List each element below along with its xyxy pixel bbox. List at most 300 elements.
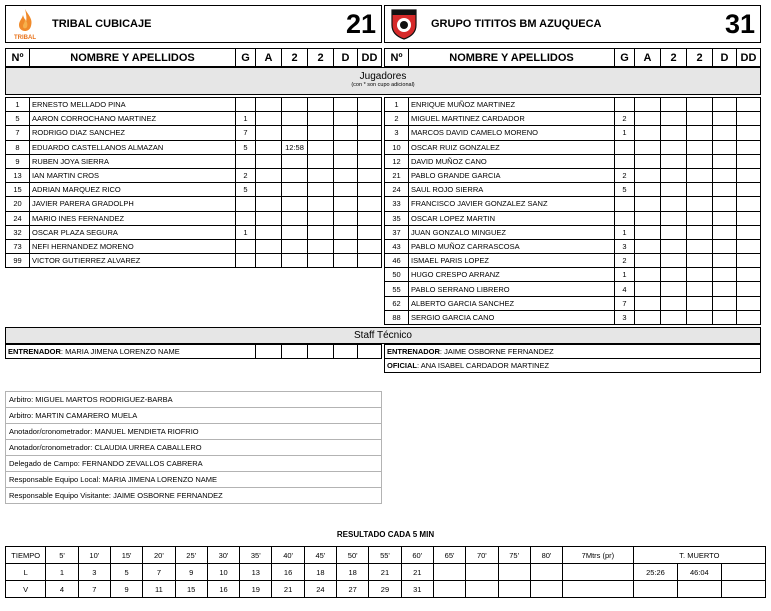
- home-players-table: [5, 97, 382, 268]
- player-row: [385, 225, 761, 239]
- player-stat-a: [256, 254, 282, 268]
- player-stat-a: [635, 154, 661, 168]
- player-row: [6, 140, 382, 154]
- time-header: 80': [530, 547, 562, 564]
- player-stat-a: [256, 197, 282, 211]
- player-stat-m2: [687, 239, 713, 253]
- score-cell: 13: [240, 564, 272, 581]
- sevenm-header: 7Mtrs (pr): [563, 547, 634, 564]
- player-stat-dd: [737, 98, 761, 112]
- player-stat-dd: [737, 112, 761, 126]
- player-stat-g: 1: [615, 225, 635, 239]
- away-team-header: [384, 5, 761, 43]
- player-row: [385, 183, 761, 197]
- player-stat-a: [635, 310, 661, 324]
- player-stat-dd: [737, 140, 761, 154]
- player-stat-m2: [687, 183, 713, 197]
- staff-member: OFICIAL: ANA ISABEL CARDADOR MARTINEZ: [385, 359, 761, 373]
- player-stat-g: 3: [615, 310, 635, 324]
- player-stat-m2: [308, 126, 334, 140]
- player-stat-m2: [687, 126, 713, 140]
- time-header: 25': [175, 547, 207, 564]
- player-name: SERGIO GARCIA CANO: [409, 310, 615, 324]
- official-entry: Arbitro: MIGUEL MARTOS RODRIGUEZ-BARBA: [6, 392, 382, 408]
- score-cell: 27: [337, 581, 369, 598]
- player-stat-a: [256, 98, 282, 112]
- player-stat-m1: [282, 183, 308, 197]
- player-stat-m2: [687, 225, 713, 239]
- player-stat-a: [256, 168, 282, 182]
- staff-empty-cell: [282, 345, 308, 359]
- timeout-cell: 46:04: [678, 564, 721, 581]
- player-stat-a: [635, 239, 661, 253]
- player-stat-g: 4: [615, 282, 635, 296]
- player-stat-a: [256, 126, 282, 140]
- time-header: 40': [272, 547, 304, 564]
- player-stat-g: 1: [615, 126, 635, 140]
- column-header: G: [236, 49, 256, 67]
- results-row-label: L: [6, 564, 46, 581]
- official-row: [6, 424, 382, 440]
- player-stat-m1: [282, 112, 308, 126]
- player-stat-g: [236, 98, 256, 112]
- staff-row: [385, 345, 761, 359]
- player-name: OSCAR PLAZA SEGURA: [30, 225, 236, 239]
- player-name: PABLO MUÑOZ CARRASCOSA: [409, 239, 615, 253]
- sevenm-cell: [563, 564, 634, 581]
- time-header: 75': [498, 547, 530, 564]
- player-stat-dd: [737, 211, 761, 225]
- sevenm-cell: [563, 581, 634, 598]
- staff-member: ENTRENADOR: JAIME OSBORNE FERNANDEZ: [385, 345, 761, 359]
- player-stat-g: 2: [236, 168, 256, 182]
- staff-empty-cell: [334, 345, 358, 359]
- staff-role: ENTRENADOR: [8, 347, 61, 356]
- player-name: JAVIER PARERA GRADOLPH: [30, 197, 236, 211]
- player-number: 15: [6, 183, 30, 197]
- logo-text: TRIBAL: [14, 35, 36, 41]
- player-stat-d: [713, 310, 737, 324]
- timeout-cell: [721, 564, 765, 581]
- player-stat-a: [635, 197, 661, 211]
- player-row: [385, 211, 761, 225]
- player-stat-a: [635, 282, 661, 296]
- staff-empty-cell: [358, 345, 382, 359]
- player-name: DAVID MUÑOZ CANO: [409, 154, 615, 168]
- time-header: 55': [369, 547, 401, 564]
- player-stat-d: [334, 140, 358, 154]
- player-stat-m1: [661, 197, 687, 211]
- score-cell: 7: [78, 581, 110, 598]
- away-team-name: GRUPO TITITOS BM AZUQUECA: [431, 18, 602, 30]
- player-stat-m1: [661, 282, 687, 296]
- player-stat-g: 3: [615, 239, 635, 253]
- score-cell: [433, 581, 465, 598]
- player-name: RUBEN JOYA SIERRA: [30, 154, 236, 168]
- results-row: [6, 581, 766, 598]
- home-column-headers: [5, 48, 382, 67]
- player-stat-d: [334, 211, 358, 225]
- player-name: ALBERTO GARCIA SANCHEZ: [409, 296, 615, 310]
- player-stat-dd: [737, 268, 761, 282]
- player-row: [385, 282, 761, 296]
- player-stat-d: [334, 98, 358, 112]
- player-name: EDUARDO CASTELLANOS ALMAZAN: [30, 140, 236, 154]
- score-cell: 1: [46, 564, 78, 581]
- player-stat-d: [334, 126, 358, 140]
- column-header: 2: [687, 49, 713, 67]
- player-stat-m1: [282, 197, 308, 211]
- score-cell: 29: [369, 581, 401, 598]
- player-stat-dd: [737, 168, 761, 182]
- time-header: 5': [46, 547, 78, 564]
- player-stat-d: [713, 112, 737, 126]
- home-team-header: [5, 5, 382, 43]
- time-header: 70': [466, 547, 498, 564]
- player-stat-m2: [687, 211, 713, 225]
- player-number: 24: [6, 211, 30, 225]
- player-row: [6, 168, 382, 182]
- player-stat-d: [713, 211, 737, 225]
- player-stat-d: [713, 239, 737, 253]
- player-stat-dd: [737, 282, 761, 296]
- player-stat-d: [713, 268, 737, 282]
- player-stat-m1: [282, 254, 308, 268]
- score-cell: 31: [401, 581, 433, 598]
- player-stat-g: 2: [615, 254, 635, 268]
- score-cell: 16: [272, 564, 304, 581]
- player-row: [385, 197, 761, 211]
- staff-section-header: [5, 327, 761, 344]
- player-row: [6, 211, 382, 225]
- player-stat-m2: [308, 154, 334, 168]
- player-stat-g: 1: [236, 112, 256, 126]
- player-number: 3: [385, 126, 409, 140]
- player-stat-dd: [737, 154, 761, 168]
- player-number: 33: [385, 197, 409, 211]
- player-stat-d: [713, 126, 737, 140]
- player-row: [6, 183, 382, 197]
- away-staff-table: [384, 344, 761, 373]
- player-stat-m1: [282, 225, 308, 239]
- player-number: 50: [385, 268, 409, 282]
- player-stat-m2: [308, 254, 334, 268]
- player-stat-d: [713, 197, 737, 211]
- column-header: 2: [282, 49, 308, 67]
- player-number: 43: [385, 239, 409, 253]
- player-stat-m1: [661, 154, 687, 168]
- official-entry: Delegado de Campo: FERNANDO ZEVALLOS CABRERA: [6, 456, 382, 472]
- player-row: [6, 126, 382, 140]
- player-row: [385, 310, 761, 324]
- staff-role: OFICIAL: [387, 361, 417, 370]
- player-name: ADRIAN MARQUEZ RICO: [30, 183, 236, 197]
- player-number: 73: [6, 239, 30, 253]
- player-stat-m1: [282, 239, 308, 253]
- timeout-header: T. MUERTO: [633, 547, 765, 564]
- player-stat-m2: [308, 112, 334, 126]
- home-team-logo: [6, 6, 44, 42]
- time-header: 10': [78, 547, 110, 564]
- column-header: 2: [308, 49, 334, 67]
- player-row: [385, 296, 761, 310]
- player-stat-dd: [358, 239, 382, 253]
- score-cell: [498, 564, 530, 581]
- player-stat-d: [713, 168, 737, 182]
- player-row: [6, 239, 382, 253]
- player-number: 13: [6, 168, 30, 182]
- player-row: [385, 98, 761, 112]
- timeout-cell: [721, 581, 765, 598]
- player-row: [385, 268, 761, 282]
- player-stat-m1: [661, 310, 687, 324]
- player-row: [385, 112, 761, 126]
- player-name: AARON CORROCHANO MARTINEZ: [30, 112, 236, 126]
- player-name: VICTOR GUTIERREZ ALVAREZ: [30, 254, 236, 268]
- player-stat-g: 5: [236, 183, 256, 197]
- player-row: [6, 112, 382, 126]
- column-header: NOMBRE Y APELLIDOS: [409, 49, 615, 67]
- official-row: [6, 440, 382, 456]
- away-column-headers: [384, 48, 761, 67]
- results-row-label: V: [6, 581, 46, 598]
- player-stat-m2: [687, 112, 713, 126]
- player-name: ISMAEL PARIS LOPEZ: [409, 254, 615, 268]
- player-number: 1: [385, 98, 409, 112]
- score-cell: 21: [401, 564, 433, 581]
- player-stat-d: [713, 154, 737, 168]
- column-header: DD: [358, 49, 382, 67]
- score-cell: 24: [304, 581, 336, 598]
- player-row: [6, 154, 382, 168]
- score-cell: [530, 564, 562, 581]
- player-row: [6, 98, 382, 112]
- player-stat-a: [635, 126, 661, 140]
- officials-table: [5, 391, 382, 504]
- official-row: [6, 408, 382, 424]
- player-stat-dd: [358, 211, 382, 225]
- player-stat-m1: [661, 168, 687, 182]
- staff-row: [6, 345, 382, 359]
- player-stat-a: [256, 140, 282, 154]
- shield-logo-icon: [389, 7, 419, 41]
- official-row: [6, 488, 382, 504]
- player-stat-d: [334, 254, 358, 268]
- player-row: [6, 225, 382, 239]
- player-stat-g: [236, 211, 256, 225]
- results-header-row: [6, 547, 766, 564]
- player-stat-dd: [737, 197, 761, 211]
- player-stat-g: [615, 140, 635, 154]
- player-stat-g: 7: [236, 126, 256, 140]
- player-stat-g: [615, 197, 635, 211]
- player-stat-dd: [358, 225, 382, 239]
- players-section-subtitle: (con * son cupo adicional): [351, 82, 415, 88]
- official-row: [6, 392, 382, 408]
- staff-name: JAIME OSBORNE FERNANDEZ: [444, 347, 554, 356]
- player-stat-d: [713, 254, 737, 268]
- official-entry: Anotador/cronometrador: MANUEL MENDIETA RIOFRIO: [6, 424, 382, 440]
- staff-role: ENTRENADOR: [387, 347, 440, 356]
- time-label: TIEMPO: [6, 547, 46, 564]
- player-number: 99: [6, 254, 30, 268]
- player-stat-dd: [358, 98, 382, 112]
- player-stat-dd: [358, 112, 382, 126]
- player-stat-m2: [308, 239, 334, 253]
- score-cell: 19: [240, 581, 272, 598]
- player-stat-d: [334, 239, 358, 253]
- player-stat-d: [713, 140, 737, 154]
- player-stat-dd: [737, 310, 761, 324]
- score-cell: 15: [175, 581, 207, 598]
- player-stat-dd: [358, 154, 382, 168]
- player-number: 1: [6, 98, 30, 112]
- column-header: G: [615, 49, 635, 67]
- player-stat-m1: [661, 225, 687, 239]
- player-stat-g: 1: [236, 225, 256, 239]
- player-stat-a: [256, 225, 282, 239]
- players-section-title: Jugadores: [359, 71, 407, 82]
- player-stat-g: [615, 154, 635, 168]
- staff-row: [385, 359, 761, 373]
- player-number: 24: [385, 183, 409, 197]
- player-stat-m2: [687, 282, 713, 296]
- player-stat-d: [713, 183, 737, 197]
- player-stat-dd: [358, 254, 382, 268]
- player-stat-g: 2: [615, 168, 635, 182]
- player-stat-m2: [687, 197, 713, 211]
- player-stat-m2: [308, 197, 334, 211]
- player-stat-g: 5: [615, 183, 635, 197]
- player-stat-a: [635, 168, 661, 182]
- column-header: 2: [661, 49, 687, 67]
- player-stat-m2: [687, 296, 713, 310]
- score-cell: 16: [207, 581, 239, 598]
- column-header: Nº: [6, 49, 30, 67]
- player-row: [385, 140, 761, 154]
- away-team-logo: [385, 6, 423, 42]
- player-name: RODRIGO DIAZ SANCHEZ: [30, 126, 236, 140]
- player-stat-dd: [737, 239, 761, 253]
- player-row: [385, 168, 761, 182]
- staff-section-title: Staff Técnico: [354, 330, 412, 341]
- player-stat-g: [615, 98, 635, 112]
- player-stat-d: [713, 98, 737, 112]
- player-stat-m1: [661, 126, 687, 140]
- player-stat-m1: [282, 168, 308, 182]
- player-stat-a: [635, 211, 661, 225]
- column-header: D: [713, 49, 737, 67]
- score-cell: [433, 564, 465, 581]
- score-cell: 9: [175, 564, 207, 581]
- player-stat-m1: [661, 98, 687, 112]
- player-stat-g: [236, 197, 256, 211]
- player-stat-m1: [661, 268, 687, 282]
- staff-empty-cell: [256, 345, 282, 359]
- player-name: IAN MARTIN CROS: [30, 168, 236, 182]
- player-name: ENRIQUE MUÑOZ MARTINEZ: [409, 98, 615, 112]
- time-header: 50': [337, 547, 369, 564]
- official-row: [6, 472, 382, 488]
- player-number: 10: [385, 140, 409, 154]
- time-header: 15': [110, 547, 142, 564]
- player-number: 9: [6, 154, 30, 168]
- player-stat-m1: [661, 112, 687, 126]
- player-number: 37: [385, 225, 409, 239]
- column-header: D: [334, 49, 358, 67]
- player-stat-g: [236, 239, 256, 253]
- player-stat-a: [635, 296, 661, 310]
- player-stat-g: 7: [615, 296, 635, 310]
- staff-member: ENTRENADOR: MARIA JIMENA LORENZO NAME: [6, 345, 256, 359]
- player-number: 2: [385, 112, 409, 126]
- player-number: 46: [385, 254, 409, 268]
- player-stat-dd: [358, 183, 382, 197]
- player-stat-m1: [282, 154, 308, 168]
- player-stat-m2: [687, 310, 713, 324]
- player-stat-m1: [661, 296, 687, 310]
- player-stat-a: [635, 183, 661, 197]
- time-header: 30': [207, 547, 239, 564]
- score-cell: 21: [369, 564, 401, 581]
- player-stat-m2: [308, 183, 334, 197]
- player-stat-dd: [358, 197, 382, 211]
- score-cell: 3: [78, 564, 110, 581]
- score-cell: 5: [110, 564, 142, 581]
- player-number: 20: [6, 197, 30, 211]
- player-stat-d: [334, 154, 358, 168]
- score-cell: 7: [143, 564, 175, 581]
- home-team-name: TRIBAL CUBICAJE: [52, 18, 152, 30]
- player-name: NEFI HERNANDEZ MORENO: [30, 239, 236, 253]
- players-section-header: [5, 67, 761, 95]
- staff-empty-cell: [308, 345, 334, 359]
- score-cell: [498, 581, 530, 598]
- timeout-cell: [633, 581, 677, 598]
- column-header: A: [635, 49, 661, 67]
- column-header: DD: [737, 49, 761, 67]
- player-stat-g: 1: [615, 268, 635, 282]
- time-header: 20': [143, 547, 175, 564]
- score-cell: 18: [304, 564, 336, 581]
- score-cell: 10: [207, 564, 239, 581]
- player-row: [385, 154, 761, 168]
- flame-logo-icon: [10, 7, 40, 41]
- player-name: MARIO INES FERNANDEZ: [30, 211, 236, 225]
- player-stat-a: [635, 98, 661, 112]
- player-name: HUGO CRESPO ARRANZ: [409, 268, 615, 282]
- player-number: 5: [6, 112, 30, 126]
- time-header: 60': [401, 547, 433, 564]
- player-name: SAUL ROJO SIERRA: [409, 183, 615, 197]
- player-name: FRANCISCO JAVIER GONZALEZ SANZ: [409, 197, 615, 211]
- player-stat-m2: [308, 211, 334, 225]
- player-stat-dd: [737, 254, 761, 268]
- player-name: MIGUEL MARTINEZ CARDADOR: [409, 112, 615, 126]
- official-entry: Anotador/cronometrador: CLAUDIA URREA CABALLERO: [6, 440, 382, 456]
- player-stat-a: [256, 211, 282, 225]
- player-stat-g: 5: [236, 140, 256, 154]
- results-row: [6, 564, 766, 581]
- player-name: JUAN GONZALO MINGUEZ: [409, 225, 615, 239]
- timeout-cell: [678, 581, 721, 598]
- time-header: 65': [433, 547, 465, 564]
- official-entry: Arbitro: MARTIN CAMARERO MUELA: [6, 408, 382, 424]
- player-stat-m1: 12:58: [282, 140, 308, 154]
- player-stat-m2: [308, 168, 334, 182]
- player-stat-a: [256, 239, 282, 253]
- player-stat-m1: [661, 239, 687, 253]
